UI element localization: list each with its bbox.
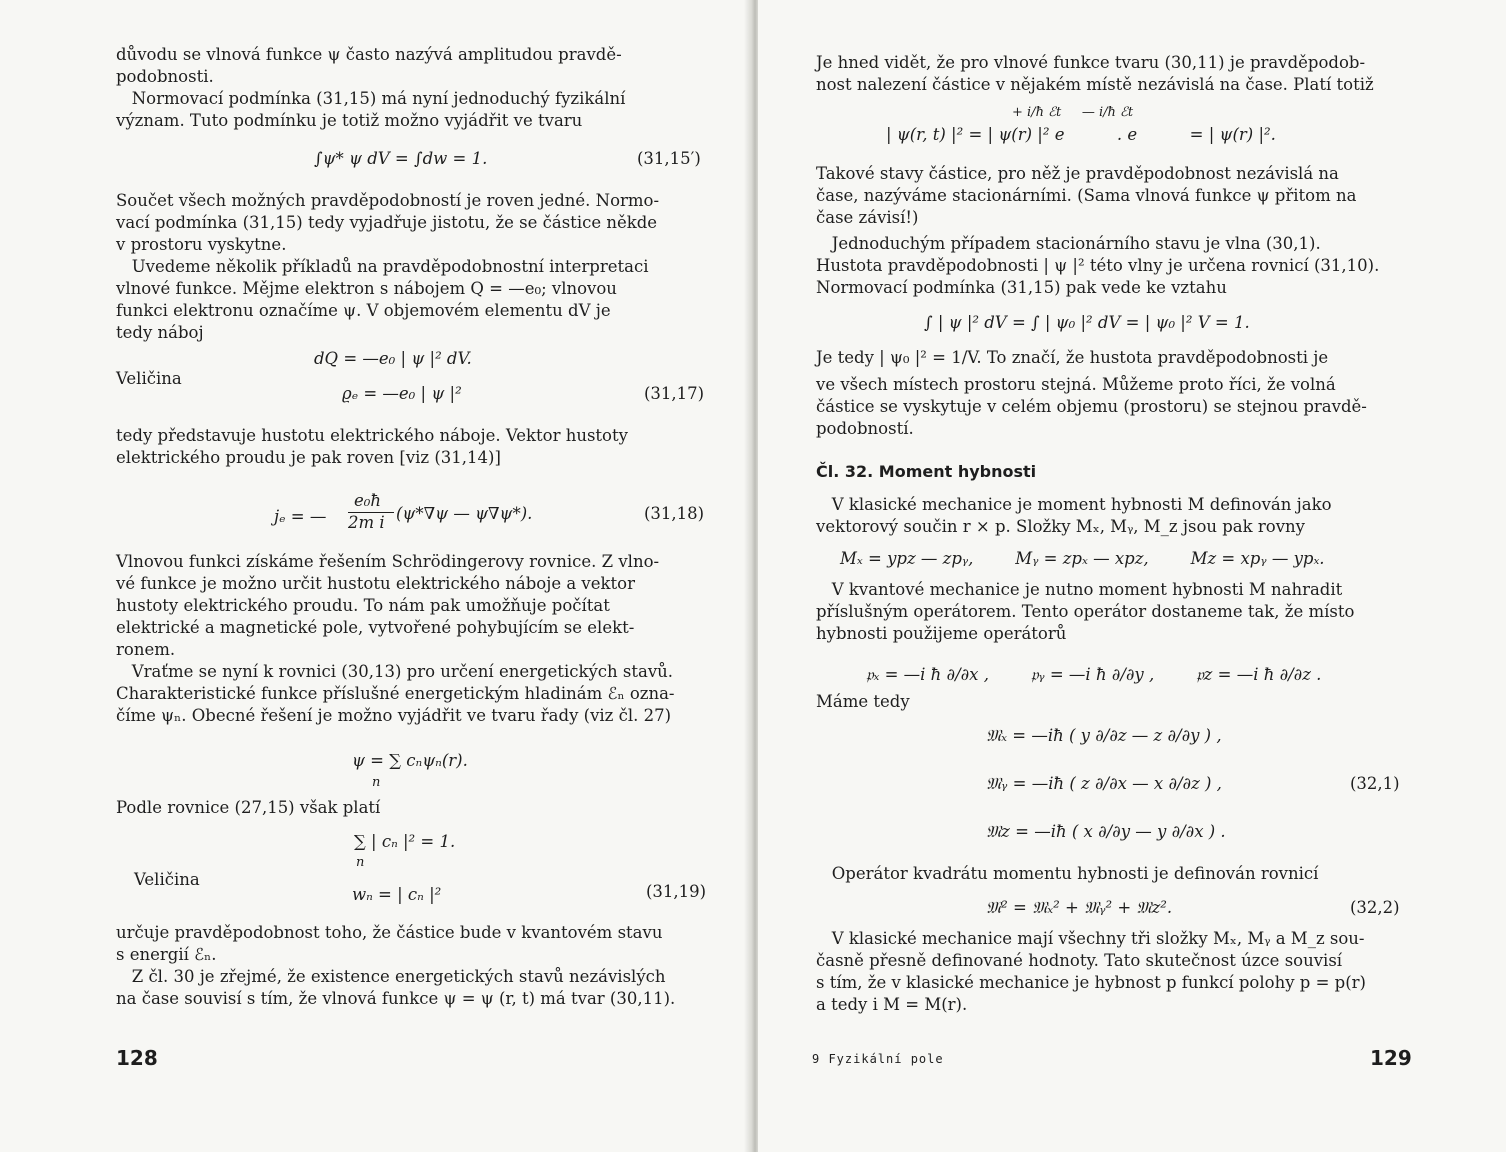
- equation-number: (31,17): [644, 384, 705, 403]
- text-line: v prostoru vyskytne.: [116, 235, 287, 254]
- equation-31-18-numerator: e₀ħ: [354, 491, 382, 510]
- equation-number: (31,18): [644, 504, 705, 523]
- text-line: Uvedeme několik příkladů na pravděpodobnostní interpretaci: [116, 257, 649, 276]
- equation-31-18-lhs: jₑ = —: [274, 507, 327, 526]
- equation-dq: dQ = —e₀ | ψ |² dV.: [314, 349, 472, 368]
- equation-momentum-operators: 𝔭ₓ = —i ħ ∂/∂x , 𝔭ᵧ = —i ħ ∂/∂y , 𝔭z = —i ħ ∂/∂z .: [866, 665, 1322, 684]
- page-number: 129: [1370, 1046, 1412, 1070]
- text-line: hybnosti použijeme operátorů: [816, 624, 1067, 643]
- text-line: podobností.: [816, 419, 914, 438]
- text-line: V klasické mechanice mají všechny tři složky Mₓ, Mᵧ a M_z sou-: [816, 929, 1365, 948]
- equation-Mz: 𝔐z = —iħ ( x ∂/∂y — y ∂/∂x ) .: [986, 822, 1226, 841]
- text-line: s energií ℰₙ.: [116, 945, 217, 964]
- text-line: tedy představuje hustotu elektrického náboje. Vektor hustoty: [116, 426, 628, 445]
- text-line: Normovací podmínka (31,15) pak vede ke vztahu: [816, 278, 1227, 297]
- text-line: vektorový součin r × p. Složky Mₓ, Mᵧ, M_z jsou pak rovny: [816, 517, 1305, 536]
- text-line: V klasické mechanice je moment hybnosti M definován jako: [816, 495, 1332, 514]
- text-line: Takové stavy částice, pro něž je pravděpodobnost nezávislá na: [816, 164, 1339, 183]
- text-line: vé funkce je možno určit hustotu elektrického náboje a vektor: [116, 574, 635, 593]
- text-line: Operátor kvadrátu momentu hybnosti je definován rovnicí: [816, 864, 1319, 883]
- text-line: Je hned vidět, že pro vlnové funkce tvaru (30,11) je pravděpodob-: [816, 53, 1366, 72]
- equation-free-particle-normalization: ∫ | ψ |² dV = ∫ | ψ₀ |² dV = | ψ₀ |² V = 1.: [924, 313, 1250, 332]
- text-line: vací podmínka (31,15) tedy vyjadřuje jistotu, že se částice někde: [116, 213, 658, 232]
- text-line: Podle rovnice (27,15) však platí: [116, 798, 381, 817]
- text-line: čase závisí!): [816, 208, 919, 227]
- equation-31-18-rhs: (ψ*∇ψ — ψ∇ψ*).: [396, 504, 533, 523]
- text-line: vlnové funkce. Mějme elektron s nábojem Q = —e₀; vlnovou: [116, 279, 617, 298]
- text-line: Charakteristické funkce příslušné energetickým hladinám ℰₙ ozna-: [116, 684, 675, 703]
- equation-number: (31,15′): [637, 149, 701, 168]
- text-line: číme ψₙ. Obecné řešení je možno vyjádřit ve tvaru řady (viz čl. 27): [116, 706, 672, 725]
- equation-exponent: + i/ħ ℰt — i/ħ ℰt: [1012, 105, 1134, 120]
- text-line: důvodu se vlnová funkce ψ často nazývá amplitudou pravdě-: [116, 45, 622, 64]
- text-line: hustoty elektrického proudu. To nám pak umožňuje počítat: [116, 596, 610, 615]
- text-line: Veličina: [116, 369, 182, 388]
- text-line: na čase souvisí s tím, že vlnová funkce ψ = ψ (r, t) má tvar (30,11).: [116, 989, 676, 1008]
- text-line: Z čl. 30 je zřejmé, že existence energetických stavů nezávislých: [116, 967, 666, 986]
- text-line: Veličina: [134, 870, 200, 889]
- summation-index: n: [372, 775, 381, 790]
- equation-normalization-sum: ∑ | cₙ |² = 1.: [354, 832, 456, 851]
- equation-number: (32,2): [1350, 898, 1400, 917]
- text-line: elektrické a magnetické pole, vytvořené pohybujícím se elekt-: [116, 618, 635, 637]
- equation-M-squared: 𝔐² = 𝔐ₓ² + 𝔐ᵧ² + 𝔐z².: [986, 898, 1173, 917]
- equation-time-independence: | ψ(r, t) |² = | ψ(r) |² e . e = | ψ(r) |².: [886, 125, 1276, 144]
- text-line: ronem.: [116, 640, 176, 659]
- text-line: tedy náboj: [116, 323, 204, 342]
- text-line: nost nalezení částice v nějakém místě nezávislá na čase. Platí totiž: [816, 75, 1374, 94]
- section-heading: Čl. 32. Moment hybnosti: [816, 462, 1037, 481]
- equation-series: ψ = ∑ cₙψₙ(r).: [352, 751, 468, 770]
- text-line: Jednoduchým případem stacionárního stavu je vlna (30,1).: [816, 234, 1321, 253]
- text-line: Vraťme se nyní k rovnici (30,13) pro určení energetických stavů.: [116, 662, 674, 681]
- text-line: funkci elektronu označíme ψ. V objemovém elementu dV je: [116, 301, 611, 320]
- text-line: Součet všech možných pravděpodobností je roven jedné. Normo-: [116, 191, 660, 210]
- text-line: určuje pravděpodobnost toho, že částice bude v kvantovém stavu: [116, 923, 663, 942]
- text-line: s tím, že v klasické mechanice je hybnost p funkcí polohy p = p(r): [816, 973, 1366, 992]
- text-line: ve všech místech prostoru stejná. Můžeme proto říci, že volná: [816, 375, 1336, 394]
- equation-31-19: wₙ = | cₙ |²: [352, 885, 442, 904]
- text-line: a tedy i M = M(r).: [816, 995, 968, 1014]
- text-line: částice se vyskytuje v celém objemu (prostoru) se stejnou pravdě-: [816, 397, 1367, 416]
- equation-Mx: 𝔐ₓ = —iħ ( y ∂/∂z — z ∂/∂y ) ,: [986, 726, 1222, 745]
- text-line: Je tedy | ψ₀ |² = 1/V. To značí, že hustota pravděpodobnosti je: [816, 348, 1329, 367]
- equation-31-17: ϱₑ = —e₀ | ψ |²: [342, 384, 462, 403]
- text-line: Vlnovou funkci získáme řešením Schrödingerovy rovnice. Z vlno-: [116, 552, 660, 571]
- equation-number: (32,1): [1350, 774, 1400, 793]
- page-number: 128: [116, 1046, 158, 1070]
- page-footer: 9 Fyzikální pole: [812, 1052, 944, 1066]
- equation-number: (31,19): [646, 882, 707, 901]
- text-line: význam. Tuto podmínku je totiž možno vyjádřit ve tvaru: [116, 111, 583, 130]
- equation-My: 𝔐ᵧ = —iħ ( z ∂/∂x — x ∂/∂z ) ,: [986, 774, 1222, 793]
- summation-index: n: [356, 855, 365, 870]
- equation-classical-angular-momentum: Mₓ = ypz — zpᵧ, Mᵧ = zpₓ — xpz, Mz = xpᵧ — ypₓ.: [840, 549, 1325, 568]
- text-line: Máme tedy: [816, 692, 910, 711]
- text-line: podobnosti.: [116, 67, 214, 86]
- right-page: [758, 0, 1506, 1152]
- text-line: časně přesně definované hodnoty. Tato skutečnost úzce souvisí: [816, 951, 1343, 970]
- text-line: čase, nazýváme stacionárními. (Sama vlnová funkce ψ přitom na: [816, 186, 1357, 205]
- text-line: příslušným operátorem. Tento operátor dostaneme tak, že místo: [816, 602, 1355, 621]
- text-line: Hustota pravděpodobnosti | ψ |² této vlny je určena rovnicí (31,10).: [816, 256, 1380, 275]
- equation-31-15-prime: ∫ψ* ψ dV = ∫dw = 1.: [314, 149, 488, 168]
- text-line: elektrického proudu je pak roven [viz (31,14)]: [116, 448, 501, 467]
- text-line: Normovací podmínka (31,15) má nyní jednoduchý fyzikální: [116, 89, 626, 108]
- text-line: V kvantové mechanice je nutno moment hybnosti M nahradit: [816, 580, 1343, 599]
- equation-31-18-denominator: 2m i: [348, 513, 385, 532]
- left-page: [0, 0, 752, 1152]
